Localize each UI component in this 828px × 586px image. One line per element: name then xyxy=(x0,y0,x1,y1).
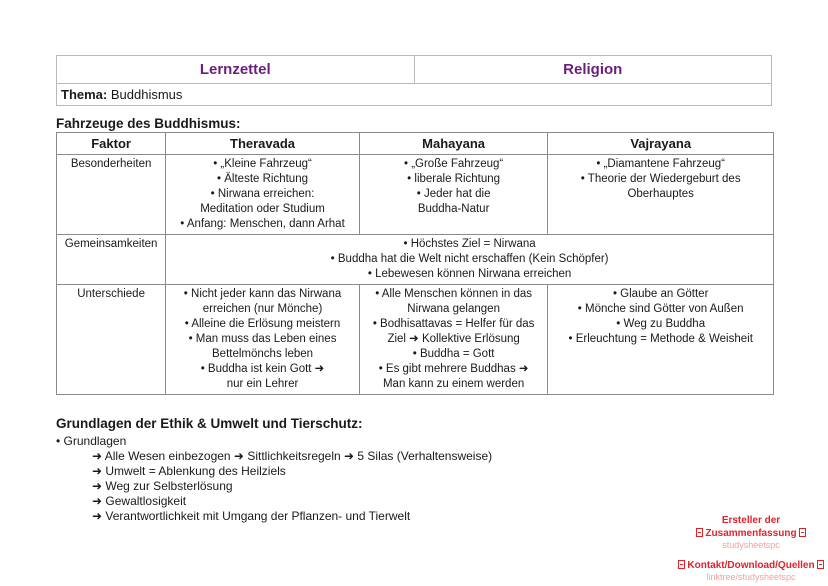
list-item: • „Diamantene Fahrzeug“ xyxy=(596,158,726,170)
list-item: ➜ Weg zur Selbsterlösung xyxy=(92,479,233,493)
list-item: • Glaube an Götter xyxy=(612,288,709,300)
header-right-title: Religion xyxy=(414,56,772,83)
thema-value: Buddhismus xyxy=(110,87,183,102)
header-box xyxy=(56,55,772,106)
vehicles-table xyxy=(56,132,774,395)
list-item: Meditation oder Studium xyxy=(200,203,325,215)
list-item: ➜ Verantwortlichkeit mit Umgang der Pflanzen- und Tierwelt xyxy=(92,509,411,523)
creator-title-line2 xyxy=(674,527,828,540)
list-item: ➜ Gewaltlosigkeit xyxy=(92,494,187,508)
list-item: • liberale Richtung xyxy=(407,173,501,185)
list-item: • Nicht jeder kann das Nirwana xyxy=(183,288,342,300)
list-item: • Erleuchtung = Methode & Weisheit xyxy=(568,333,753,345)
col-header-theravada: Theravada xyxy=(166,133,360,155)
ethik-bullet: • Grundlagen xyxy=(56,434,127,448)
cell-unterschiede-mahayana xyxy=(359,285,548,395)
list-item: • Buddha hat die Welt nicht erschaffen (Kein Schöpfer) xyxy=(330,253,609,265)
header-left-title: Lernzettel xyxy=(199,61,271,78)
list-item: • Lebewesen können Nirwana erreichen xyxy=(367,268,572,280)
list-item: • Jeder hat die xyxy=(416,188,491,200)
list-item: • Bodhisattavas = Helfer für das xyxy=(372,318,535,330)
list-item: • Weg zu Buddha xyxy=(616,318,706,330)
list-item: • Höchstes Ziel = Nirwana xyxy=(403,238,536,250)
section2-title: Grundlagen der Ethik & Umwelt und Tierschutz: xyxy=(56,416,363,431)
cell-besonderheiten-mahayana xyxy=(359,155,548,235)
cell-unterschiede-vajrayana xyxy=(548,285,774,395)
list-item: ➜ Umwelt = Ablenkung des Heilziels xyxy=(92,464,286,478)
document-icon xyxy=(799,528,806,537)
cell-besonderheiten-vajrayana xyxy=(548,155,774,235)
row-label-gemeinsamkeiten: Gemeinsamkeiten xyxy=(57,235,166,285)
list-item: ➜ Alle Wesen einbezogen ➜ Sittlichkeitsregeln ➜ 5 Silas (Verhaltensweise) xyxy=(92,449,493,463)
list-item: • Älteste Richtung xyxy=(217,173,308,185)
list-item: • Alle Menschen können in das xyxy=(375,288,533,300)
credits-block xyxy=(674,514,828,583)
cell-unterschiede-theravada xyxy=(166,285,360,395)
creator-handle: studysheetspc xyxy=(722,540,780,550)
table-row xyxy=(57,235,774,285)
list-item: • Anfang: Menschen, dann Arhat xyxy=(180,218,345,230)
list-item: Nirwana gelangen xyxy=(407,303,500,315)
table-row xyxy=(57,285,774,395)
list-item: Ziel ➜ Kollektive Erlösung xyxy=(387,333,520,345)
thema-label: Thema: xyxy=(61,87,108,102)
ethik-list xyxy=(56,434,492,524)
creator-title-text: Zusammenfassung xyxy=(705,528,797,539)
cell-besonderheiten-theravada xyxy=(166,155,360,235)
list-item: • „Große Fahrzeug“ xyxy=(403,158,504,170)
col-header-faktor: Faktor xyxy=(57,133,166,155)
list-item: • Buddha = Gott xyxy=(412,348,495,360)
creator-title-line1: Ersteller der xyxy=(721,515,781,526)
row-label-besonderheiten: Besonderheiten xyxy=(57,155,166,235)
col-header-mahayana: Mahayana xyxy=(359,133,548,155)
list-item: • Mönche sind Götter von Außen xyxy=(577,303,744,315)
list-item: • Theorie der Wiedergeburt des xyxy=(580,173,741,185)
list-item: • „Kleine Fahrzeug“ xyxy=(213,158,312,170)
contact-link[interactable]: linktree/studysheetspc xyxy=(706,572,796,582)
section1-title: Fahrzeuge des Buddhismus: xyxy=(56,116,241,131)
table-header-row xyxy=(57,133,774,155)
list-item: • Nirwana erreichen: xyxy=(210,188,315,200)
table-row xyxy=(57,155,774,235)
list-item: nur ein Lehrer xyxy=(226,378,299,390)
list-item: • Buddha ist kein Gott ➜ xyxy=(200,363,325,375)
list-item: Oberhauptes xyxy=(627,188,694,200)
list-item: erreichen (nur Mönche) xyxy=(202,303,323,315)
list-item: Buddha-Natur xyxy=(417,203,490,215)
list-item: Bettelmönchs leben xyxy=(212,348,314,360)
list-item: • Man muss das Leben eines xyxy=(188,333,337,345)
list-item: Man kann zu einem werden xyxy=(382,378,525,390)
list-item: • Es gibt mehrere Buddhas ➜ xyxy=(378,363,529,375)
thema-row xyxy=(57,84,771,106)
col-header-vajrayana: Vajrayana xyxy=(548,133,774,155)
header-title-row xyxy=(57,56,771,84)
cell-gemeinsamkeiten xyxy=(166,235,774,285)
contact-title-text: Kontakt/Download/Quellen xyxy=(687,560,815,571)
row-label-unterschiede: Unterschiede xyxy=(57,285,166,395)
list-item: • Alleine die Erlösung meistern xyxy=(184,318,341,330)
contact-title-line[interactable] xyxy=(674,559,828,572)
document-icon xyxy=(678,560,685,569)
document-icon xyxy=(817,560,824,569)
document-icon xyxy=(696,528,703,537)
